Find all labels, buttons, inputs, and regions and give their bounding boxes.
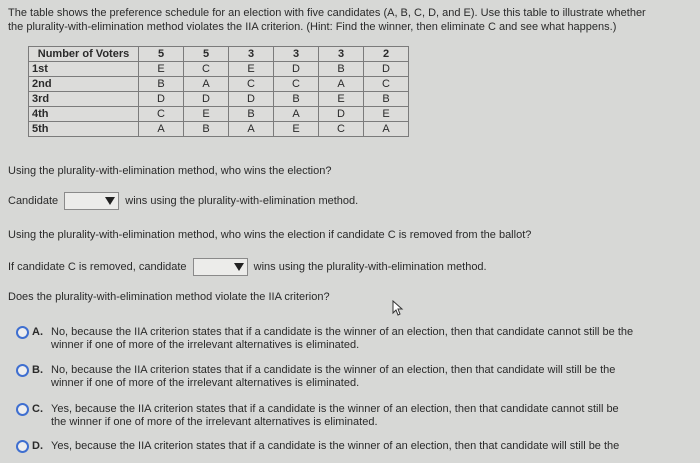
table-cell: C bbox=[364, 77, 409, 92]
intro-line-1: The table shows the preference schedule for an election with five candidates (A, B, C, D, and E). Use this table to illustrate whether bbox=[8, 7, 646, 19]
answer-2-prefix: If candidate C is removed, candidate bbox=[8, 260, 187, 273]
voters-count: 3 bbox=[229, 47, 274, 62]
table-cell: D bbox=[319, 107, 364, 122]
option-letter: C. bbox=[32, 403, 43, 415]
table-cell: B bbox=[319, 62, 364, 77]
table-cell: E bbox=[274, 122, 319, 137]
voters-count: 5 bbox=[139, 47, 184, 62]
option-c[interactable] bbox=[16, 403, 696, 431]
table-cell: A bbox=[364, 122, 409, 137]
rank-label: 4th bbox=[29, 107, 139, 122]
table-cell: A bbox=[184, 77, 229, 92]
table-cell: B bbox=[364, 92, 409, 107]
option-text-line: winner if one of more of the irrelevant alternatives is eliminated. bbox=[51, 339, 360, 351]
option-text-line: Yes, because the IIA criterion states that if a candidate is the winner of an election, then that candidate will still be the bbox=[51, 440, 620, 452]
option-text bbox=[51, 440, 696, 453]
option-text-line: winner if one of more of the irrelevant alternatives is eliminated. bbox=[51, 377, 360, 389]
table-row bbox=[29, 62, 409, 77]
option-text-line: No, because the IIA criterion states that if a candidate is the winner of an election, then that candidate cannot still be the bbox=[51, 326, 634, 338]
option-a[interactable] bbox=[16, 326, 696, 354]
rank-label: 1st bbox=[29, 62, 139, 77]
table-cell: E bbox=[319, 92, 364, 107]
table-cell: C bbox=[319, 122, 364, 137]
table-cell: E bbox=[184, 107, 229, 122]
table-cell: B bbox=[229, 107, 274, 122]
table-cell: D bbox=[364, 62, 409, 77]
table-cell: D bbox=[229, 92, 274, 107]
voters-count: 2 bbox=[364, 47, 409, 62]
table-cell: D bbox=[139, 92, 184, 107]
radio-c[interactable] bbox=[16, 403, 29, 416]
option-b[interactable] bbox=[16, 364, 696, 392]
option-text-line: the winner if one of more of the irrelevant alternatives is eliminated. bbox=[51, 416, 378, 428]
voters-count: 5 bbox=[184, 47, 229, 62]
candidate-dropdown-2[interactable] bbox=[193, 258, 248, 276]
option-letter: A. bbox=[32, 326, 43, 338]
question-2: Using the plurality-with-elimination method, who wins the election if candidate C is removed from the ballot? bbox=[8, 229, 532, 241]
table-cell: C bbox=[184, 62, 229, 77]
rank-label: 2nd bbox=[29, 77, 139, 92]
rank-label: 3rd bbox=[29, 92, 139, 107]
radio-d[interactable] bbox=[16, 440, 29, 453]
option-d[interactable] bbox=[16, 440, 696, 456]
option-letter: B. bbox=[32, 364, 43, 376]
answer-2-line bbox=[8, 258, 487, 276]
table-cell: A bbox=[319, 77, 364, 92]
table-header-row bbox=[29, 47, 409, 62]
voters-header: Number of Voters bbox=[29, 47, 139, 62]
table-cell: A bbox=[139, 122, 184, 137]
preference-table bbox=[28, 46, 409, 137]
chevron-down-icon bbox=[105, 197, 115, 205]
table-cell: B bbox=[274, 92, 319, 107]
voters-count: 3 bbox=[274, 47, 319, 62]
question-1: Using the plurality-with-elimination method, who wins the election? bbox=[8, 165, 332, 177]
answer-1-prefix: Candidate bbox=[8, 194, 59, 207]
option-text bbox=[51, 326, 696, 352]
radio-b[interactable] bbox=[16, 364, 29, 377]
table-cell: D bbox=[274, 62, 319, 77]
table-cell: D bbox=[184, 92, 229, 107]
table-row bbox=[29, 92, 409, 107]
option-text bbox=[51, 403, 696, 429]
table-cell: C bbox=[229, 77, 274, 92]
option-text-line: No, because the IIA criterion states that if a candidate is the winner of an election, then that candidate will still be the bbox=[51, 364, 616, 376]
table-cell: C bbox=[274, 77, 319, 92]
table-cell: C bbox=[139, 107, 184, 122]
table-cell: B bbox=[139, 77, 184, 92]
table-cell: E bbox=[139, 62, 184, 77]
answer-1-line bbox=[8, 192, 358, 210]
option-text-line: Yes, because the IIA criterion states that if a candidate is the winner of an election, then that candidate cannot still be bbox=[51, 403, 619, 415]
table-cell: A bbox=[229, 122, 274, 137]
table-row bbox=[29, 77, 409, 92]
table-cell: E bbox=[364, 107, 409, 122]
voters-count: 3 bbox=[319, 47, 364, 62]
answer-2-suffix: wins using the plurality-with-elimination method. bbox=[253, 260, 487, 273]
candidate-dropdown-1[interactable] bbox=[64, 192, 119, 210]
table-cell: E bbox=[229, 62, 274, 77]
radio-a[interactable] bbox=[16, 326, 29, 339]
table-cell: A bbox=[274, 107, 319, 122]
option-text bbox=[51, 364, 696, 390]
answer-1-suffix: wins using the plurality-with-elimination method. bbox=[125, 194, 359, 207]
table-row bbox=[29, 122, 409, 137]
intro-text bbox=[8, 6, 698, 34]
rank-label: 5th bbox=[29, 122, 139, 137]
mouse-pointer-icon bbox=[392, 300, 404, 316]
chevron-down-icon bbox=[234, 263, 244, 271]
table-cell: B bbox=[184, 122, 229, 137]
question-3: Does the plurality-with-elimination method violate the IIA criterion? bbox=[8, 291, 330, 303]
table-row bbox=[29, 107, 409, 122]
intro-line-2: the plurality-with-elimination method violates the IIA criterion. (Hint: Find the winner, then eliminate C and see what happens.) bbox=[8, 21, 617, 33]
option-letter: D. bbox=[32, 440, 43, 452]
